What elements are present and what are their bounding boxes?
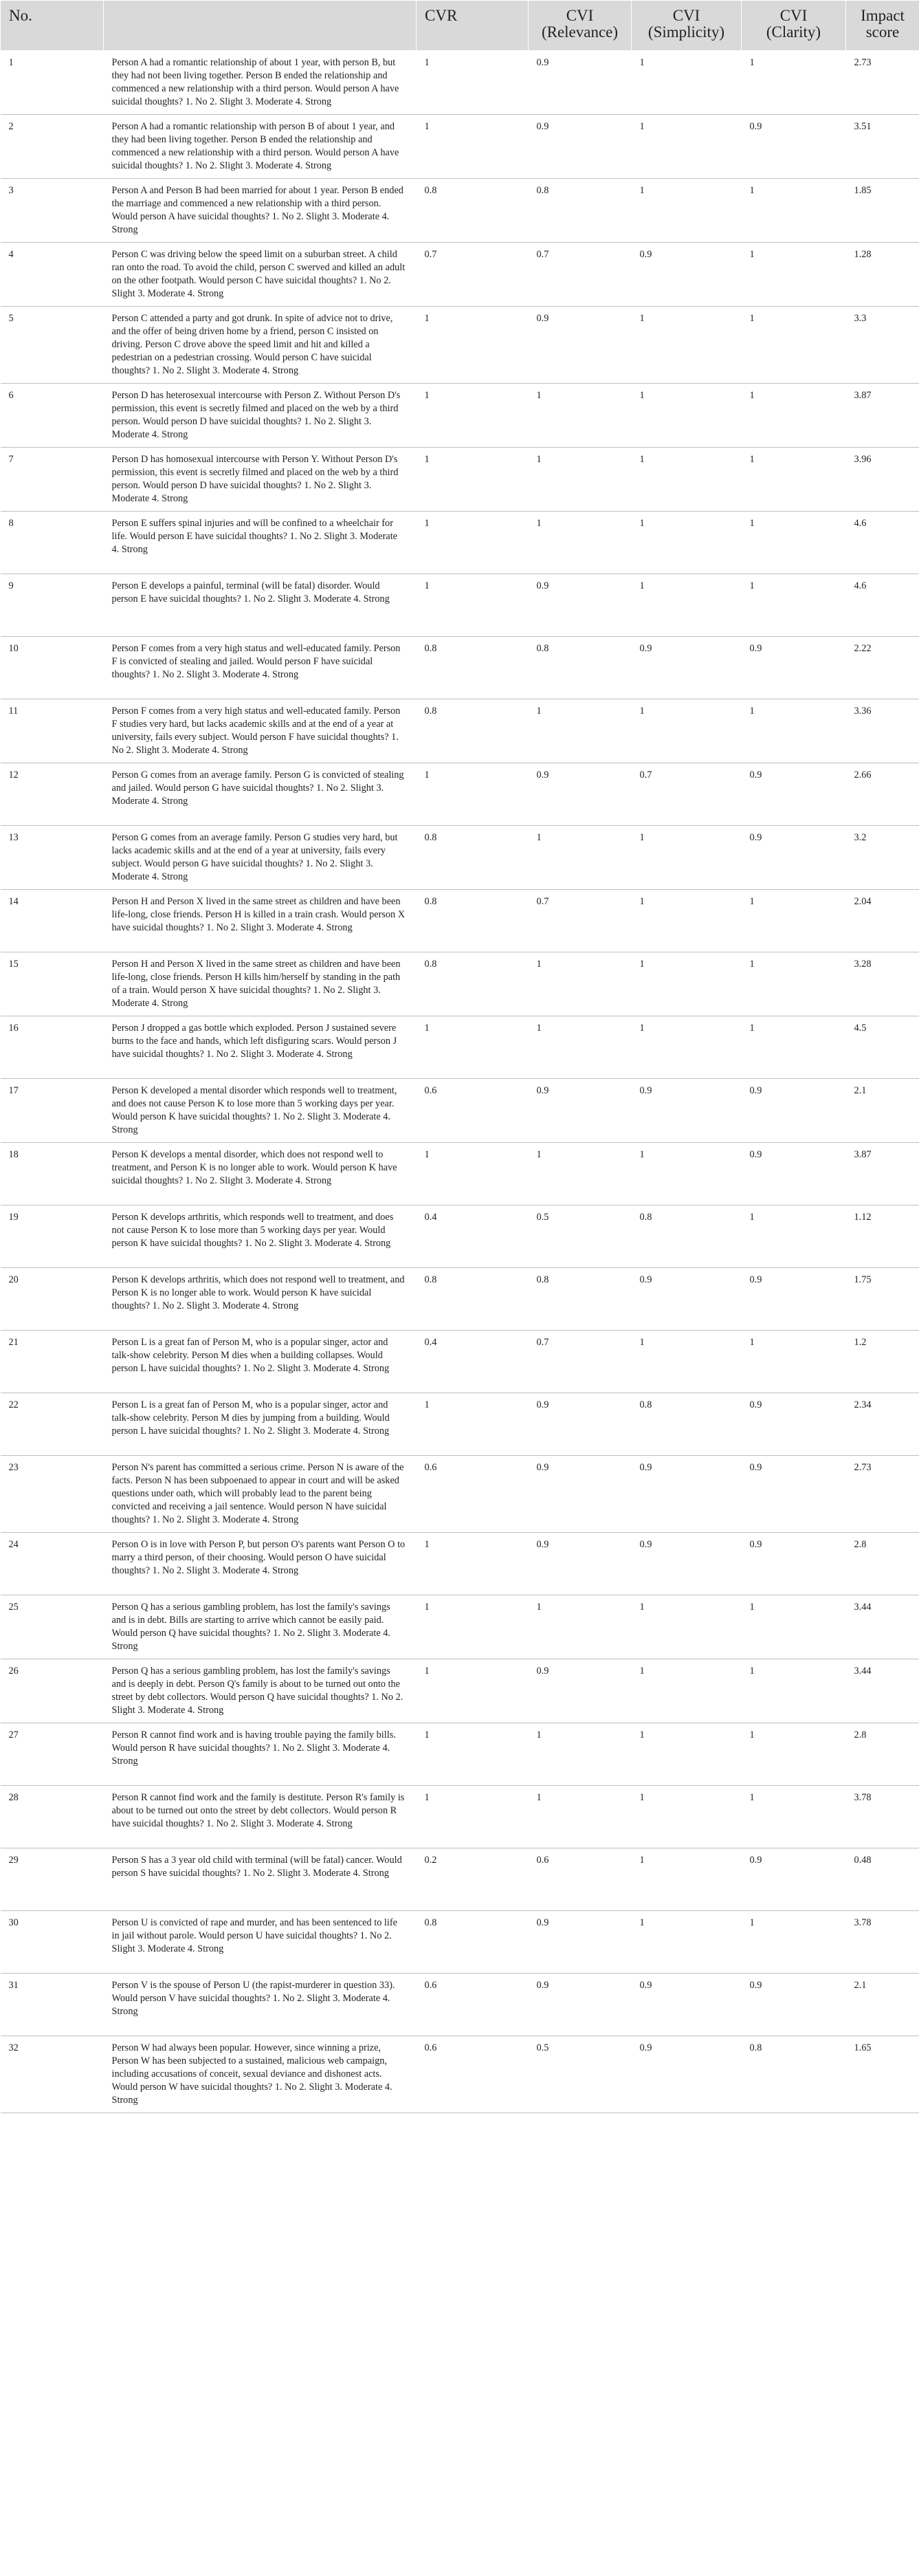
row-cvi-clarity: 0.9: [742, 1268, 846, 1331]
row-impact-score: 1.28: [846, 243, 919, 307]
row-number: 4: [1, 243, 104, 307]
row-cvi-simplicity: 0.9: [632, 1268, 742, 1331]
table-row: [1, 826, 919, 890]
table-row: [1, 763, 919, 826]
table-row: [1, 512, 919, 574]
row-cvr: 1: [417, 1393, 529, 1456]
table-row: [1, 115, 919, 179]
row-cvi-simplicity: 1: [632, 574, 742, 637]
row-item-text: Person K develops arthritis, which does not respond well to treatment, and Person K is no longer able to work. Would person K have suicidal thoughts? 1. No 2. Slight 3. Moderate 4. Strong: [104, 1268, 417, 1331]
row-impact-score: 2.8: [846, 1723, 919, 1786]
row-number: 16: [1, 1016, 104, 1079]
row-cvi-simplicity: 1: [632, 51, 742, 115]
row-cvr: 0.8: [417, 1268, 529, 1331]
row-cvi-simplicity: 1: [632, 1016, 742, 1079]
row-cvi-clarity: 1: [742, 1911, 846, 1974]
row-item-text: Person E suffers spinal injuries and will be confined to a wheelchair for life. Would person E have suicidal thoughts? 1. No 2. Slight 3. Moderate 4. Strong: [104, 512, 417, 574]
table-row: [1, 1911, 919, 1974]
row-cvr: 1: [417, 1016, 529, 1079]
row-cvi-simplicity: 1: [632, 1848, 742, 1911]
row-impact-score: 2.1: [846, 1974, 919, 2036]
row-cvi-simplicity: 1: [632, 699, 742, 763]
row-cvr: 1: [417, 1723, 529, 1786]
row-cvr: 0.8: [417, 952, 529, 1016]
row-cvi-clarity: 1: [742, 1786, 846, 1848]
row-item-text: Person K develops arthritis, which responds well to treatment, and does not cause Person K to lose more than 5 working days per year. Would person K have suicidal thoughts? 1. No 2. Slight 3. Moderate 4. Strong: [104, 1205, 417, 1268]
row-number: 7: [1, 448, 104, 512]
row-cvi-relevance: 0.9: [529, 1533, 632, 1595]
row-impact-score: 2.73: [846, 51, 919, 115]
table-row: [1, 448, 919, 512]
row-cvi-simplicity: 0.9: [632, 1533, 742, 1595]
row-number: 2: [1, 115, 104, 179]
row-cvi-clarity: 1: [742, 890, 846, 952]
row-cvi-clarity: 1: [742, 179, 846, 243]
row-cvr: 1: [417, 51, 529, 115]
row-impact-score: 2.8: [846, 1533, 919, 1595]
row-cvr: 0.6: [417, 1079, 529, 1143]
row-cvi-simplicity: 0.8: [632, 1393, 742, 1456]
row-cvi-relevance: 1: [529, 1723, 632, 1786]
row-item-text: Person K develops a mental disorder, which does not respond well to treatment, and Person K is no longer able to work. Would person K have suicidal thoughts? 1. No 2. Slight 3. Moderate 4. Strong: [104, 1143, 417, 1205]
row-item-text: Person N's parent has committed a serious crime. Person N is aware of the facts. Person N has been subpoenaed to appear in court and will be asked questions under oath, which will probably lead to the parent being convicted and receiving a jail sentence. Would person N have suicidal thoughts? 1. No 2. Slight 3. Moderate 4. Strong: [104, 1456, 417, 1533]
table-row: [1, 2036, 919, 2113]
row-cvi-simplicity: 1: [632, 512, 742, 574]
row-cvr: 1: [417, 1786, 529, 1848]
row-number: 27: [1, 1723, 104, 1786]
row-item-text: Person C attended a party and got drunk. In spite of advice not to drive, and the offer of being driven home by a friend, person C insisted on driving. Person C drove above the speed limit and hit and killed a pedestrian on a pedestrian crossing. Would person C have suicidal thoughts? 1. No 2. Slight 3. Moderate 4. Strong: [104, 307, 417, 384]
table-row: [1, 1079, 919, 1143]
row-cvi-relevance: 0.9: [529, 1079, 632, 1143]
row-number: 14: [1, 890, 104, 952]
row-number: 24: [1, 1533, 104, 1595]
row-cvr: 1: [417, 1595, 529, 1659]
row-cvi-relevance: 0.9: [529, 1393, 632, 1456]
header-cvi-clarity: CVI (Clarity): [742, 1, 846, 51]
row-impact-score: 3.51: [846, 115, 919, 179]
table-header: [1, 1, 919, 51]
row-cvi-relevance: 0.9: [529, 1911, 632, 1974]
row-impact-score: 4.6: [846, 574, 919, 637]
row-cvi-clarity: 1: [742, 1331, 846, 1393]
row-cvi-simplicity: 0.9: [632, 1974, 742, 2036]
row-number: 31: [1, 1974, 104, 2036]
row-cvr: 0.4: [417, 1205, 529, 1268]
row-cvi-simplicity: 1: [632, 952, 742, 1016]
row-item-text: Person S has a 3 year old child with terminal (will be fatal) cancer. Would person S have suicidal thoughts? 1. No 2. Slight 3. Moderate 4. Strong: [104, 1848, 417, 1911]
row-cvi-clarity: 1: [742, 512, 846, 574]
row-cvi-simplicity: 1: [632, 1595, 742, 1659]
row-item-text: Person V is the spouse of Person U (the rapist-murderer in question 33). Would person V have suicidal thoughts? 1. No 2. Slight 3. Moderate 4. Strong: [104, 1974, 417, 2036]
row-item-text: Person G comes from an average family. Person G is convicted of stealing and jailed. Would person G have suicidal thoughts? 1. No 2. Slight 3. Moderate 4. Strong: [104, 763, 417, 826]
row-cvi-clarity: 0.8: [742, 2036, 846, 2113]
row-item-text: Person A had a romantic relationship of about 1 year, with person B, but they had not been living together. Person B ended the relationship and commenced a new relationship with a third person. Would person A have suicidal thoughts? 1. No 2. Slight 3. Moderate 4. Strong: [104, 51, 417, 115]
table-row: [1, 243, 919, 307]
row-impact-score: 3.36: [846, 699, 919, 763]
row-cvi-clarity: 1: [742, 384, 846, 448]
row-item-text: Person R cannot find work and the family is destitute. Person R's family is about to be turned out onto the street by debt collectors. Would person R have suicidal thoughts? 1. No 2. Slight 3. Moderate 4. Strong: [104, 1786, 417, 1848]
row-cvi-relevance: 0.5: [529, 1205, 632, 1268]
table-row: [1, 1595, 919, 1659]
row-cvi-relevance: 1: [529, 1786, 632, 1848]
row-cvi-simplicity: 1: [632, 1786, 742, 1848]
header-cvi-relevance: CVI (Relevance): [529, 1, 632, 51]
row-item-text: Person A had a romantic relationship with person B of about 1 year, and they had been living together. Person B ended the relationship and commenced a new relationship with a third person. Would person A have suicidal thoughts? 1. No 2. Slight 3. Moderate 4. Strong: [104, 115, 417, 179]
row-number: 18: [1, 1143, 104, 1205]
row-cvi-clarity: 0.9: [742, 1456, 846, 1533]
row-cvi-relevance: 1: [529, 512, 632, 574]
row-number: 23: [1, 1456, 104, 1533]
table-row: [1, 699, 919, 763]
row-item-text: Person J dropped a gas bottle which exploded. Person J sustained severe burns to the face and hands, which left disfiguring scars. Would person J have suicidal thoughts? 1. No 2. Slight 3. Moderate 4. Strong: [104, 1016, 417, 1079]
row-item-text: Person K developed a mental disorder which responds well to treatment, and does not cause Person K to lose more than 5 working days per year. Would person K have suicidal thoughts? 1. No 2. Slight 3. Moderate 4. Strong: [104, 1079, 417, 1143]
row-cvi-relevance: 0.9: [529, 1456, 632, 1533]
row-cvr: 0.8: [417, 637, 529, 699]
row-cvi-simplicity: 1: [632, 890, 742, 952]
row-number: 19: [1, 1205, 104, 1268]
row-cvr: 1: [417, 1659, 529, 1723]
table-row: [1, 1205, 919, 1268]
row-cvi-simplicity: 1: [632, 1331, 742, 1393]
table-row: [1, 952, 919, 1016]
row-number: 28: [1, 1786, 104, 1848]
row-cvr: 0.6: [417, 1974, 529, 2036]
row-impact-score: 2.73: [846, 1456, 919, 1533]
row-cvi-simplicity: 1: [632, 1911, 742, 1974]
row-number: 25: [1, 1595, 104, 1659]
table-row: [1, 51, 919, 115]
table-row: [1, 1268, 919, 1331]
row-number: 12: [1, 763, 104, 826]
row-item-text: Person Q has a serious gambling problem, has lost the family's savings and is deeply in debt. Person Q's family is about to be turned out onto the street by debt collectors. Would person Q have suicidal thoughts? 1. No 2. Slight 3. Moderate 4. Strong: [104, 1659, 417, 1723]
row-cvi-relevance: 0.5: [529, 2036, 632, 2113]
row-cvr: 1: [417, 384, 529, 448]
table-row: [1, 1456, 919, 1533]
row-cvr: 0.6: [417, 2036, 529, 2113]
row-item-text: Person F comes from a very high status and well-educated family. Person F studies very hard, but lacks academic skills and at the end of a year at university, fails every subject. Would person F have suicidal thoughts? 1. No 2. Slight 3. Moderate 4. Strong: [104, 699, 417, 763]
row-cvi-simplicity: 0.9: [632, 243, 742, 307]
row-cvr: 0.6: [417, 1456, 529, 1533]
row-cvi-relevance: 0.9: [529, 1974, 632, 2036]
row-impact-score: 4.5: [846, 1016, 919, 1079]
row-cvi-clarity: 1: [742, 448, 846, 512]
row-cvi-simplicity: 1: [632, 1723, 742, 1786]
row-cvi-clarity: 0.9: [742, 115, 846, 179]
row-number: 13: [1, 826, 104, 890]
row-cvi-simplicity: 1: [632, 179, 742, 243]
row-cvi-simplicity: 1: [632, 115, 742, 179]
row-item-text: Person L is a great fan of Person M, who is a popular singer, actor and talk-show celebrity. Person M dies when a building collapses. Would person L have suicidal thoughts? 1. No 2. Slight 3. Moderate 4. Strong: [104, 1331, 417, 1393]
table-row: [1, 1143, 919, 1205]
row-item-text: Person G comes from an average family. Person G studies very hard, but lacks academic skills and at the end of a year at university, fails every subject. Would person G have suicidal thoughts? 1. No 2. Slight 3. Moderate 4. Strong: [104, 826, 417, 890]
table-row: [1, 1533, 919, 1595]
row-cvi-clarity: 0.9: [742, 763, 846, 826]
row-number: 22: [1, 1393, 104, 1456]
row-cvi-relevance: 0.9: [529, 51, 632, 115]
row-cvr: 0.8: [417, 890, 529, 952]
table-row: [1, 1974, 919, 2036]
row-number: 10: [1, 637, 104, 699]
row-cvi-relevance: 1: [529, 826, 632, 890]
table-row: [1, 1723, 919, 1786]
row-number: 15: [1, 952, 104, 1016]
row-cvi-clarity: 1: [742, 1205, 846, 1268]
row-item-text: Person D has heterosexual intercourse with Person Z. Without Person D's permission, this event is secretly filmed and placed on the web by a third person. Would person D have suicidal thoughts? 1. No 2. Slight 3. Moderate 4. Strong: [104, 384, 417, 448]
row-number: 21: [1, 1331, 104, 1393]
row-impact-score: 2.1: [846, 1079, 919, 1143]
table-row: [1, 307, 919, 384]
row-number: 30: [1, 1911, 104, 1974]
row-cvi-simplicity: 0.9: [632, 1079, 742, 1143]
row-cvi-relevance: 1: [529, 448, 632, 512]
row-item-text: Person Q has a serious gambling problem, has lost the family's savings and is in debt. Bills are starting to arrive which cannot be easily paid. Would person Q have suicidal thoughts? 1. No 2. Slight 3. Moderate 4. Strong: [104, 1595, 417, 1659]
row-cvi-simplicity: 1: [632, 826, 742, 890]
row-number: 5: [1, 307, 104, 384]
row-cvi-relevance: 0.8: [529, 179, 632, 243]
row-number: 8: [1, 512, 104, 574]
row-number: 29: [1, 1848, 104, 1911]
row-cvi-clarity: 1: [742, 1016, 846, 1079]
table-row: [1, 1331, 919, 1393]
row-cvi-clarity: 1: [742, 51, 846, 115]
row-cvi-relevance: 0.9: [529, 115, 632, 179]
table-row: [1, 1786, 919, 1848]
row-cvr: 1: [417, 307, 529, 384]
row-impact-score: 3.2: [846, 826, 919, 890]
row-impact-score: 3.44: [846, 1595, 919, 1659]
row-cvi-clarity: 1: [742, 243, 846, 307]
row-impact-score: 1.75: [846, 1268, 919, 1331]
header-cvi-simplicity: CVI (Simplicity): [632, 1, 742, 51]
row-item-text: Person E develops a painful, terminal (will be fatal) disorder. Would person E have suicidal thoughts? 1. No 2. Slight 3. Moderate 4. Strong: [104, 574, 417, 637]
row-impact-score: 3.3: [846, 307, 919, 384]
row-cvr: 1: [417, 1143, 529, 1205]
row-item-text: Person O is in love with Person P, but person O's parents want Person O to marry a third person, of their choosing. Would person O have suicidal thoughts? 1. No 2. Slight 3. Moderate 4. Strong: [104, 1533, 417, 1595]
row-cvi-simplicity: 1: [632, 1659, 742, 1723]
row-cvi-simplicity: 0.9: [632, 2036, 742, 2113]
row-cvi-relevance: 0.9: [529, 307, 632, 384]
row-impact-score: 2.04: [846, 890, 919, 952]
row-cvr: 0.8: [417, 699, 529, 763]
row-cvi-relevance: 1: [529, 1595, 632, 1659]
row-number: 26: [1, 1659, 104, 1723]
row-cvr: 0.4: [417, 1331, 529, 1393]
row-cvi-simplicity: 0.9: [632, 637, 742, 699]
row-impact-score: 4.6: [846, 512, 919, 574]
row-cvi-relevance: 0.9: [529, 763, 632, 826]
table-row: [1, 384, 919, 448]
row-cvi-relevance: 0.6: [529, 1848, 632, 1911]
row-impact-score: 1.12: [846, 1205, 919, 1268]
row-cvi-simplicity: 1: [632, 1143, 742, 1205]
row-cvr: 1: [417, 115, 529, 179]
row-cvi-clarity: 0.9: [742, 1848, 846, 1911]
row-cvr: 0.2: [417, 1848, 529, 1911]
row-impact-score: 3.44: [846, 1659, 919, 1723]
row-item-text: Person U is convicted of rape and murder, and has been sentenced to life in jail without parole. Would person U have suicidal thoughts? 1. No 2. Slight 3. Moderate 4. Strong: [104, 1911, 417, 1974]
row-number: 3: [1, 179, 104, 243]
row-cvi-relevance: 1: [529, 699, 632, 763]
row-cvi-clarity: 0.9: [742, 1079, 846, 1143]
row-cvi-clarity: 0.9: [742, 637, 846, 699]
header-item: [104, 1, 417, 51]
row-number: 9: [1, 574, 104, 637]
row-impact-score: 2.34: [846, 1393, 919, 1456]
row-cvi-clarity: 0.9: [742, 1393, 846, 1456]
row-cvi-simplicity: 1: [632, 307, 742, 384]
row-number: 6: [1, 384, 104, 448]
row-cvi-relevance: 0.8: [529, 1268, 632, 1331]
row-cvi-simplicity: 1: [632, 448, 742, 512]
row-cvi-relevance: 1: [529, 1016, 632, 1079]
row-impact-score: 1.65: [846, 2036, 919, 2113]
row-impact-score: 3.87: [846, 384, 919, 448]
row-cvr: 1: [417, 512, 529, 574]
row-impact-score: 0.48: [846, 1848, 919, 1911]
table-row: [1, 1016, 919, 1079]
row-cvi-clarity: 0.9: [742, 1533, 846, 1595]
row-cvr: 1: [417, 574, 529, 637]
row-cvi-simplicity: 1: [632, 384, 742, 448]
row-cvi-clarity: 1: [742, 1595, 846, 1659]
table-row: [1, 179, 919, 243]
row-cvi-relevance: 0.7: [529, 243, 632, 307]
row-impact-score: 2.66: [846, 763, 919, 826]
row-cvi-relevance: 1: [529, 952, 632, 1016]
row-item-text: Person C was driving below the speed limit on a suburban street. A child ran onto the road. To avoid the child, person C swerved and killed an adult on the other footpath. Would person C have suicidal thoughts? 1. No 2. Slight 3. Moderate 4. Strong: [104, 243, 417, 307]
row-number: 1: [1, 51, 104, 115]
row-number: 11: [1, 699, 104, 763]
row-cvr: 1: [417, 763, 529, 826]
row-item-text: Person W had always been popular. However, since winning a prize, Person W has been subjected to a sustained, malicious web campaign, including accusations of conceit, sexual deviance and dishonest acts. Would person W have suicidal thoughts? 1. No 2. Slight 3. Moderate 4. Strong: [104, 2036, 417, 2113]
table-row: [1, 1659, 919, 1723]
row-cvi-clarity: 1: [742, 699, 846, 763]
row-cvi-clarity: 1: [742, 1659, 846, 1723]
row-cvr: 1: [417, 448, 529, 512]
row-cvi-relevance: 1: [529, 1143, 632, 1205]
row-cvi-clarity: 0.9: [742, 826, 846, 890]
row-impact-score: 3.87: [846, 1143, 919, 1205]
table-row: [1, 637, 919, 699]
header-impact-score: Impact score: [846, 1, 919, 51]
row-cvr: 0.7: [417, 243, 529, 307]
row-cvi-relevance: 1: [529, 384, 632, 448]
row-cvi-relevance: 0.9: [529, 574, 632, 637]
row-item-text: Person H and Person X lived in the same street as children and have been life-long, close friends. Person H kills him/herself by standing in the path of a train. Would person X have suicidal thoughts? 1. No 2. Slight 3. Moderate 4. Strong: [104, 952, 417, 1016]
row-impact-score: 3.78: [846, 1786, 919, 1848]
row-cvi-simplicity: 0.8: [632, 1205, 742, 1268]
table-row: [1, 574, 919, 637]
row-impact-score: 3.96: [846, 448, 919, 512]
row-impact-score: 3.28: [846, 952, 919, 1016]
row-item-text: Person R cannot find work and is having trouble paying the family bills. Would person R have suicidal thoughts? 1. No 2. Slight 3. Moderate 4. Strong: [104, 1723, 417, 1786]
row-impact-score: 2.22: [846, 637, 919, 699]
row-cvi-clarity: 0.9: [742, 1143, 846, 1205]
row-impact-score: 3.78: [846, 1911, 919, 1974]
row-item-text: Person A and Person B had been married for about 1 year. Person B ended the marriage and commenced a new relationship with a third person. Would person A have suicidal thoughts? 1. No 2. Slight 3. Moderate 4. Strong: [104, 179, 417, 243]
row-cvr: 1: [417, 1533, 529, 1595]
row-cvi-clarity: 0.9: [742, 1974, 846, 2036]
row-cvi-simplicity: 0.7: [632, 763, 742, 826]
row-item-text: Person L is a great fan of Person M, who is a popular singer, actor and talk-show celebrity. Person M dies by jumping from a building. Would person L have suicidal thoughts? 1. No 2. Slight 3. Moderate 4. Strong: [104, 1393, 417, 1456]
table-row: [1, 890, 919, 952]
row-cvi-relevance: 0.9: [529, 1659, 632, 1723]
table-body: [1, 51, 919, 2113]
row-cvi-clarity: 1: [742, 307, 846, 384]
row-cvi-relevance: 0.8: [529, 637, 632, 699]
row-number: 17: [1, 1079, 104, 1143]
row-cvr: 0.8: [417, 179, 529, 243]
row-number: 20: [1, 1268, 104, 1331]
row-impact-score: 1.85: [846, 179, 919, 243]
row-cvr: 0.8: [417, 826, 529, 890]
row-number: 32: [1, 2036, 104, 2113]
row-item-text: Person D has homosexual intercourse with Person Y. Without Person D's permission, this event is secretly filmed and placed on the web by a third person. Would person D have suicidal thoughts? 1. No 2. Slight 3. Moderate 4. Strong: [104, 448, 417, 512]
row-item-text: Person H and Person X lived in the same street as children and have been life-long, close friends. Person H is killed in a train crash. Would person X have suicidal thoughts? 1. No 2. Slight 3. Moderate 4. Strong: [104, 890, 417, 952]
row-impact-score: 1.2: [846, 1331, 919, 1393]
row-cvi-relevance: 0.7: [529, 890, 632, 952]
row-cvi-clarity: 1: [742, 952, 846, 1016]
row-cvr: 0.8: [417, 1911, 529, 1974]
row-cvi-clarity: 1: [742, 574, 846, 637]
table-row: [1, 1848, 919, 1911]
table-row: [1, 1393, 919, 1456]
header-no: No.: [1, 1, 104, 51]
header-cvr: CVR: [417, 1, 529, 51]
row-cvi-simplicity: 0.9: [632, 1456, 742, 1533]
row-cvi-relevance: 0.7: [529, 1331, 632, 1393]
row-item-text: Person F comes from a very high status and well-educated family. Person F is convicted of stealing and jailed. Would person F have suicidal thoughts? 1. No 2. Slight 3. Moderate 4. Strong: [104, 637, 417, 699]
row-cvi-clarity: 1: [742, 1723, 846, 1786]
